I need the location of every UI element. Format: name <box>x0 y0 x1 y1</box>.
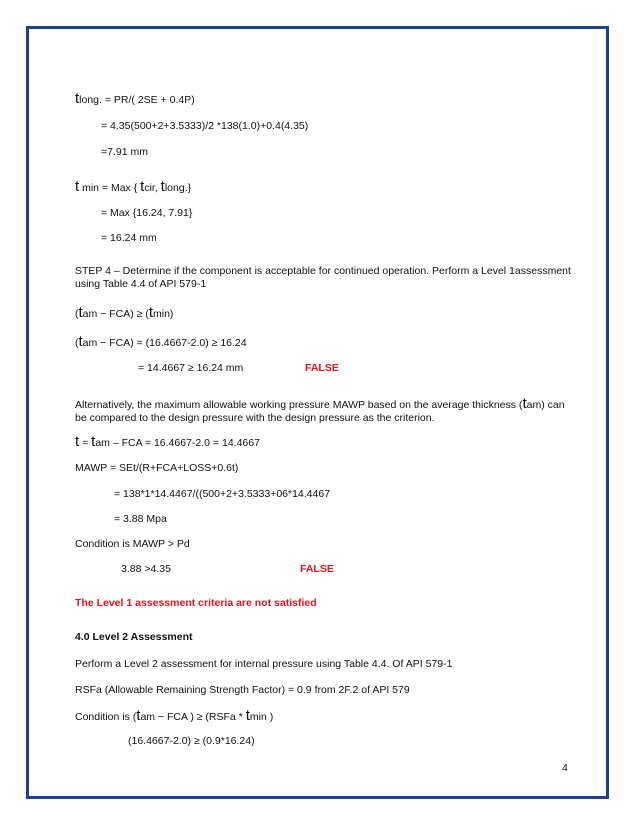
mawp-result: = 3.88 Mpa <box>114 513 167 525</box>
step-4-paragraph: STEP 4 – Determine if the component is acceptable for continued operation. Perform a Level 1assessment using Table 4.4 of API 579-1 <box>75 265 571 290</box>
level1-substitution: (tam − FCA) = (16.4667-2.0) ≥ 16.24 <box>75 333 247 350</box>
mawp-substitution: = 138*1*14.4467/((500+2+3.5333+06*14.4467 <box>114 488 331 500</box>
level1-result: = 14.4667 ≥ 16.24 mm <box>138 362 244 374</box>
rsfa-definition: RSFa (Allowable Remaining Strength Factor) = 0.9 from 2F.2 of API 579 <box>75 684 410 696</box>
alternative-paragraph: Alternatively, the maximum allowable working pressure MAWP based on the average thickness (tam) can be compared to the design pressure with the design pressure as the criterion. <box>75 395 565 424</box>
section-heading: 4.0 Level 2 Assessment <box>75 631 193 643</box>
t-min-formula: t min = Max { tcir, tlong.} <box>75 178 192 195</box>
mawp-comparison: 3.88 >4.35 <box>121 563 171 575</box>
page-number: 4 <box>562 762 568 774</box>
t-formula: t = tam – FCA = 16.4667-2.0 = 14.4667 <box>75 433 260 450</box>
t-long-result: =7.91 mm <box>101 146 148 158</box>
mawp-condition: Condition is MAWP > Pd <box>75 538 190 550</box>
t-min-substitution: = Max {16.24, 7.91} <box>101 207 193 219</box>
false-flag: FALSE <box>300 563 334 575</box>
level1-condition: (tam − FCA) ≥ (tmin) <box>75 304 174 321</box>
mawp-formula: MAWP = SEt/(R+FCA+LOSS+0.6t) <box>75 462 239 474</box>
level2-intro: Perform a Level 2 assessment for internal pressure using Table 4.4. Of API 579-1 <box>75 658 453 670</box>
level1-conclusion: The Level 1 assessment criteria are not satisfied <box>75 597 317 609</box>
false-flag: FALSE <box>305 362 339 374</box>
level2-condition: Condition is (tam − FCA ) ≥ (RSFa * tmin ) <box>75 707 274 724</box>
t-symbol: t <box>75 90 80 107</box>
t-min-result: = 16.24 mm <box>101 232 157 244</box>
t-long-formula: tlong. = PR/( 2SE + 0.4P) <box>75 90 195 107</box>
level2-substitution: (16.4667-2.0) ≥ (0.9*16.24) <box>128 735 255 747</box>
t-long-substitution: = 4.35(500+2+3.5333)/2 *138(1.0)+0.4(4.35) <box>101 120 309 132</box>
